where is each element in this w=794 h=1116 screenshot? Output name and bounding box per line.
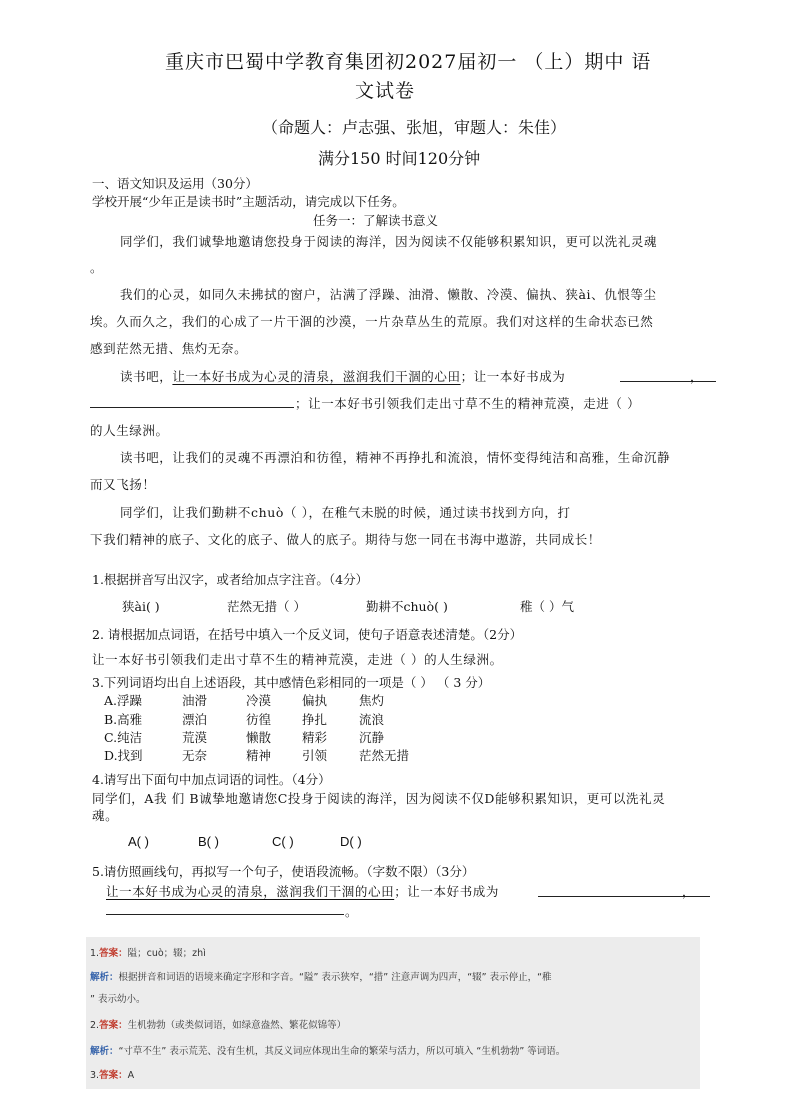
exam-title-line2: 文试卷: [355, 80, 416, 102]
q3-word: 冷漠: [246, 693, 272, 708]
explanation-text: “寸草不生” 表示荒芜、没有生机，其反义词应体现出生命的繁荣与活力，所以可填入 “生机勃勃” 等词语。: [118, 1046, 566, 1057]
q3-stem: 3.下列词语均出自上述语段，其中感情色彩相同的一项是（ ） （ 3 分）: [92, 675, 491, 690]
q3-option-b[interactable]: B.高雅: [104, 712, 143, 727]
q3-option-a[interactable]: A.浮躁: [104, 693, 143, 708]
q3-word: 漂泊: [182, 712, 208, 727]
q3-word: 流浪: [359, 712, 385, 727]
explanation-label: 解析：: [90, 972, 119, 983]
explanation-1: [90, 969, 552, 983]
q1-stem: 1.根据拼音写出汉字，或者给加点字注音。（4分）: [92, 572, 369, 587]
explanation-text: 根据拼音和词语的语境来确定字形和字音。“隘” 表示狭窄，“措” 注意声调为四声，“辍” 表示停止，“稚: [118, 972, 552, 983]
answer-3: [90, 1067, 134, 1081]
answer-key-label: 答案：: [99, 948, 128, 959]
answer-number: 3.: [90, 1070, 100, 1081]
q5-sentence: [106, 882, 499, 900]
p3-underlined: 让一本好书成为心灵的清泉，滋润我们干涸的心田: [172, 369, 461, 384]
q3-word: 无奈: [182, 748, 208, 763]
q5-stem: 5.请仿照画线句，再拟写一个句子，使语段流畅。（字数不限）（3分）: [92, 864, 475, 879]
answer-key-label: 答案：: [99, 1070, 128, 1081]
p3-rest: ；让一本好书成为: [460, 369, 566, 384]
answer-1: [90, 945, 206, 959]
q2-sentence: 让一本好书引领我们走出寸草不生的精神荒漠，走进（ ）的人生绿洲。: [92, 652, 503, 667]
q1-item-3[interactable]: 勤耕不chuò( ): [366, 599, 448, 614]
answer-2: [90, 1017, 346, 1031]
q3-word: 荒漠: [182, 730, 208, 745]
q3-word: 精神: [246, 748, 272, 763]
answer-key-label: 答案：: [99, 1020, 128, 1031]
q3-word: 油滑: [182, 693, 208, 708]
q3-word: 精彩: [302, 730, 328, 745]
q3-word: 懒散: [246, 730, 272, 745]
q1-item-1[interactable]: 狭ài( ): [122, 599, 160, 614]
answer-value: 隘；cuò；辍；zhì: [127, 948, 206, 959]
exam-title-line1: 重庆市巴蜀中学教育集团初2027届初一 （上）期中 语: [165, 51, 652, 73]
q4-stem: 4.请写出下面句中加点词语的词性。（4分）: [92, 772, 331, 787]
passage-p5b: 下我们精神的底子、文化的底子、做人的底子。期待与您一同在书海中遨游，共同成长！: [90, 532, 601, 547]
section-heading: 一、语文知识及运用（30分）: [92, 176, 258, 191]
q3-word: 彷徨: [246, 712, 272, 727]
task-heading: 任务一：了解读书意义: [313, 213, 439, 228]
p3-lead: 读书吧，: [120, 369, 173, 384]
answer-number: 2.: [90, 1020, 100, 1031]
explanation-2: [90, 1043, 565, 1057]
passage-p1a: 同学们，我们诚挚地邀请您投身于阅读的海洋，因为阅读不仅能够积累知识，更可以洗礼灵魂: [120, 234, 658, 249]
passage-p1b: 。: [90, 260, 104, 275]
q1-item-2[interactable]: 茫然无措（ ）: [227, 599, 306, 614]
q4-blank-a[interactable]: A( ): [128, 834, 149, 849]
passage-p4b: 而又飞扬！: [90, 477, 156, 492]
q3-word: 焦灼: [359, 693, 385, 708]
q4-blank-d[interactable]: D( ): [340, 834, 362, 849]
score-time-line: 满分150 时间120分钟: [318, 149, 481, 168]
answer-value: 生机勃勃（或类似词语，如绿意盎然、繁花似锦等）: [127, 1020, 347, 1031]
q5-comma: ，: [682, 884, 696, 899]
passage-p5a: 同学们，让我们勤耕不chuò（ ），在稚气未脱的时候，通过读书找到方向，打: [120, 505, 571, 520]
passage-p3c: 的人生绿洲。: [90, 423, 169, 438]
section-intro: 学校开展“少年正是读书时”主题活动，请完成以下任务。: [92, 194, 405, 209]
passage-p3a: [120, 367, 565, 385]
answer-value: A: [127, 1070, 135, 1081]
p3-comma: ，: [690, 369, 704, 384]
q3-word: 茫然无措: [359, 748, 410, 763]
q3-option-d[interactable]: D.找到: [104, 748, 143, 763]
authors-line: （命题人：卢志强、张旭，审题人：朱佳）: [262, 118, 567, 137]
passage-p4a: 读书吧，让我们的灵魂不再漂泊和彷徨，精神不再挣扎和流浪，情怀变得纯洁和高雅，生命沉静: [120, 450, 671, 465]
passage-p2c: 感到茫然无措、焦灼无奈。: [90, 341, 248, 356]
explanation-1-cont: ” 表示幼小。: [90, 994, 146, 1005]
passage-p2b: 埃。久而久之，我们的心成了一片干涸的沙漠，一片杂草丛生的荒原。我们对这样的生命状态已然: [90, 314, 654, 329]
q5-underlined: 让一本好书成为心灵的清泉，滋润我们干涸的心田: [106, 884, 395, 899]
q3-word: 挣扎: [302, 712, 328, 727]
q2-stem: 2. 请根据加点词语，在括号中填入一个反义词，使句子语意表述清楚。（2分）: [92, 627, 523, 642]
p3-blank-line-2[interactable]: [90, 407, 294, 408]
q5-rest: ；让一本好书成为: [394, 884, 500, 899]
q4-line1: 同学们，A我 们 B诚挚地邀请您C投身于阅读的海洋，因为阅读不仅D能够积累知识，更可以洗礼灵: [92, 791, 666, 806]
q3-word: 偏执: [302, 693, 328, 708]
answer-number: 1.: [90, 948, 100, 959]
passage-p2a: 我们的心灵，如同久未拂拭的窗户，沾满了浮躁、油滑、懒散、冷漠、偏执、狭ài、仇恨等尘: [120, 287, 657, 302]
passage-p3b: ；让一本好书引领我们走出寸草不生的精神荒漠，走进（ ）: [295, 396, 641, 411]
q1-item-4[interactable]: 稚（ ）气: [520, 599, 574, 614]
q5-blank-line-2[interactable]: [106, 914, 344, 915]
explanation-label: 解析：: [90, 1046, 119, 1057]
q3-word: 引领: [302, 748, 328, 763]
q3-option-c[interactable]: C.纯洁: [104, 730, 143, 745]
answer-panel: [86, 937, 700, 1089]
q3-word: 沉静: [359, 730, 385, 745]
q5-end: 。: [345, 904, 359, 919]
q4-blank-c[interactable]: C( ): [272, 834, 294, 849]
q4-blank-b[interactable]: B( ): [198, 834, 219, 849]
q4-line2: 魂。: [92, 808, 119, 823]
